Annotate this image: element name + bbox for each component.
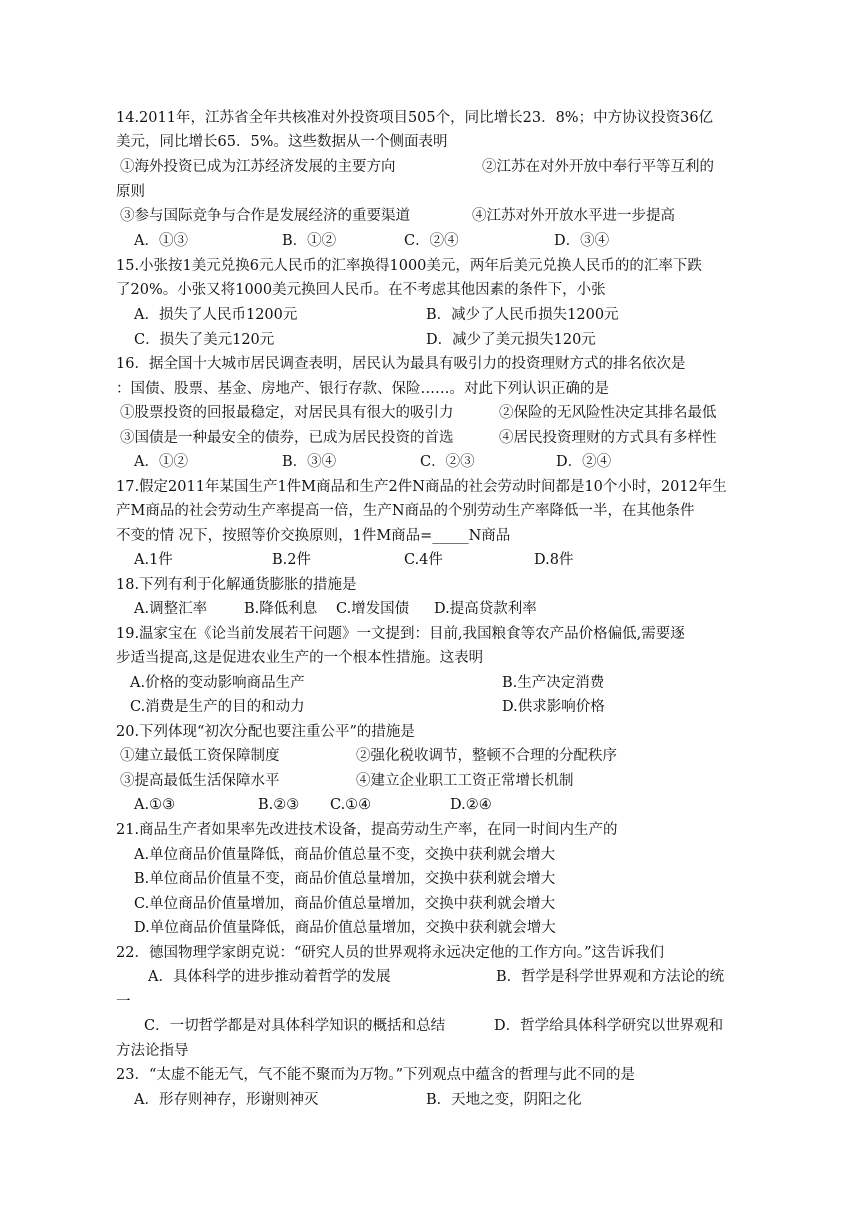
q21-option-c: C.单位商品价值量增加，商品价值总量增加，交换中获利就会增大 — [134, 896, 556, 912]
q18-option-c: C.增发国债 — [336, 601, 410, 617]
q22-option-d: D．哲学给具体科学研究以世界观和 — [494, 1018, 724, 1034]
q22-option-d-cont: 方法论指导 — [116, 1043, 189, 1059]
q15-option-a: A．损失了人民币1200元 — [134, 307, 298, 323]
q20-statement-4: ④建立企业职工工资正常增长机制 — [356, 773, 574, 789]
q14-stem-line-1: 14.2011年，江苏省全年共核准对外投资项目505个，同比增长23．8%；中方协议投资36亿 — [116, 110, 714, 126]
q14-option-b: B．①② — [282, 233, 337, 249]
q17-option-c: C.4件 — [404, 552, 443, 568]
q22-option-a: A．具体科学的进步推动着哲学的发展 — [148, 969, 391, 985]
q16-option-c: C．②③ — [420, 454, 475, 470]
q22-option-b-cont: 一 — [116, 994, 131, 1010]
q18-stem: 18.下列有利于化解通货膨胀的措施是 — [116, 577, 357, 593]
q23-option-b: B．天地之变，阴阳之化 — [426, 1092, 582, 1108]
q14-statement-3: ③参与国际竞争与合作是发展经济的重要渠道 — [120, 208, 410, 224]
q17-stem-line-1: 17.假定2011年某国生产1件M商品和生产2件N商品的社会劳动时间都是10个小时，2012年生 — [116, 479, 727, 495]
q21-option-d: D.单位商品价值量降低，商品价值总量增加，交换中获利就会增大 — [134, 920, 556, 936]
q23-stem: 23．“太虚不能无气，气不能不聚而为万物。”下列观点中蕴含的哲理与此不同的是 — [116, 1067, 636, 1083]
q20-option-d: D.②④ — [450, 797, 492, 813]
q16-option-b: B．③④ — [282, 454, 337, 470]
q14-statement-2-cont: 原则 — [116, 184, 145, 200]
q20-option-b: B.②③ — [258, 797, 300, 813]
q22-option-b: B．哲学是科学世界观和方法论的统 — [496, 969, 725, 985]
q20-stem: 20.下列体现“初次分配也要注重公平”的措施是 — [116, 724, 415, 740]
q17-stem-line-2: 产M商品的社会劳动生产率提高一倍，生产N商品的个别劳动生产率降低一半，在其他条件 — [116, 503, 695, 519]
q16-statement-1: ①股票投资的回报最稳定，对居民具有很大的吸引力 — [120, 405, 454, 421]
q15-option-c: C．损失了美元120元 — [134, 332, 275, 348]
q22-stem: 22．德国物理学家朗克说：“研究人员的世界观将永远决定他的工作方向。”这告诉我们 — [116, 945, 665, 961]
q17-option-b: B.2件 — [272, 552, 311, 568]
q19-option-d: D.供求影响价格 — [502, 699, 605, 715]
q21-option-b: B.单位商品价值量不变，商品价值总量增加，交换中获利就会增大 — [134, 871, 556, 887]
q14-statement-1: ①海外投资已成为江苏经济发展的主要方向 — [120, 159, 396, 175]
q14-statement-2: ②江苏在对外开放中奉行平等互利的 — [482, 159, 714, 175]
q14-statement-4: ④江苏对外开放水平进一步提高 — [472, 208, 675, 224]
q15-option-b: B．减少了人民币损失1200元 — [426, 307, 619, 323]
q15-stem-line-2: 了20%。小张又将1000美元换回人民币。在不考虑其他因素的条件下，小张 — [116, 282, 606, 298]
q18-option-b: B.降低利息 — [244, 601, 318, 617]
q20-statement-2: ②强化税收调节，整顿不合理的分配秩序 — [356, 748, 617, 764]
q16-option-a: A．①② — [134, 454, 188, 470]
q14-option-c: C．②④ — [404, 233, 459, 249]
q17-option-d: D.8件 — [534, 552, 574, 568]
q16-statement-2: ②保险的无风险性决定其排名最低 — [499, 405, 717, 421]
q14-stem-line-2: 美元，同比增长65．5%。这些数据从一个侧面表明 — [116, 134, 448, 150]
q21-stem: 21.商品生产者如果率先改进技术设备，提高劳动生产率，在同一时间内生产的 — [116, 822, 618, 838]
q19-stem-line-1: 19.温家宝在《论当前发展若干问题》一文提到：目前,我国粮食等农产品价格偏低,需要逐 — [116, 626, 685, 642]
q19-option-b: B.生产决定消费 — [502, 675, 605, 691]
q20-statement-3: ③提高最低生活保障水平 — [120, 773, 280, 789]
q15-stem-line-1: 15.小张按1美元兑换6元人民币的汇率换得1000美元，两年后美元兑换人民币的的汇率下跌 — [116, 258, 702, 274]
q17-option-a: A.1件 — [134, 552, 173, 568]
q20-statement-1: ①建立最低工资保障制度 — [120, 748, 280, 764]
q14-option-a: A．①③ — [134, 233, 188, 249]
q18-option-d: D.提高贷款利率 — [434, 601, 537, 617]
q16-statement-3: ③国债是一种最安全的债券，已成为居民投资的首选 — [120, 430, 454, 446]
q19-option-c: C.消费是生产的目的和动力 — [130, 699, 305, 715]
q15-option-d: D．减少了美元损失120元 — [426, 332, 596, 348]
q23-option-a: A．形存则神存，形谢则神灭 — [134, 1092, 319, 1108]
q16-stem-line-2: ：国债、股票、基金、房地产、银行存款、保险……。对此下列认识正确的是 — [116, 381, 609, 397]
q20-option-a: A.①③ — [134, 797, 176, 813]
q22-option-c: C．一切哲学都是对具体科学知识的概括和总结 — [144, 1018, 446, 1034]
q21-option-a: A.单位商品价值量降低，商品价值总量不变，交换中获利就会增大 — [134, 847, 556, 863]
q20-option-c: C.①④ — [330, 797, 372, 813]
q19-stem-line-2: 步适当提高,这是促进农业生产的一个根本性措施。这表明 — [116, 650, 484, 666]
q18-option-a: A.调整汇率 — [134, 601, 208, 617]
q16-stem-line-1: 16．据全国十大城市居民调查表明，居民认为最具有吸引力的投资理财方式的排名依次是 — [116, 356, 686, 372]
q19-option-a: A.价格的变动影响商品生产 — [130, 675, 305, 691]
q16-statement-4: ④居民投资理财的方式具有多样性 — [499, 430, 717, 446]
q14-option-d: D．③④ — [554, 233, 610, 249]
q17-stem-line-3: 不变的情 况下，按照等价交换原则，1件M商品=_____N商品 — [116, 528, 511, 544]
q16-option-d: D．②④ — [556, 454, 612, 470]
